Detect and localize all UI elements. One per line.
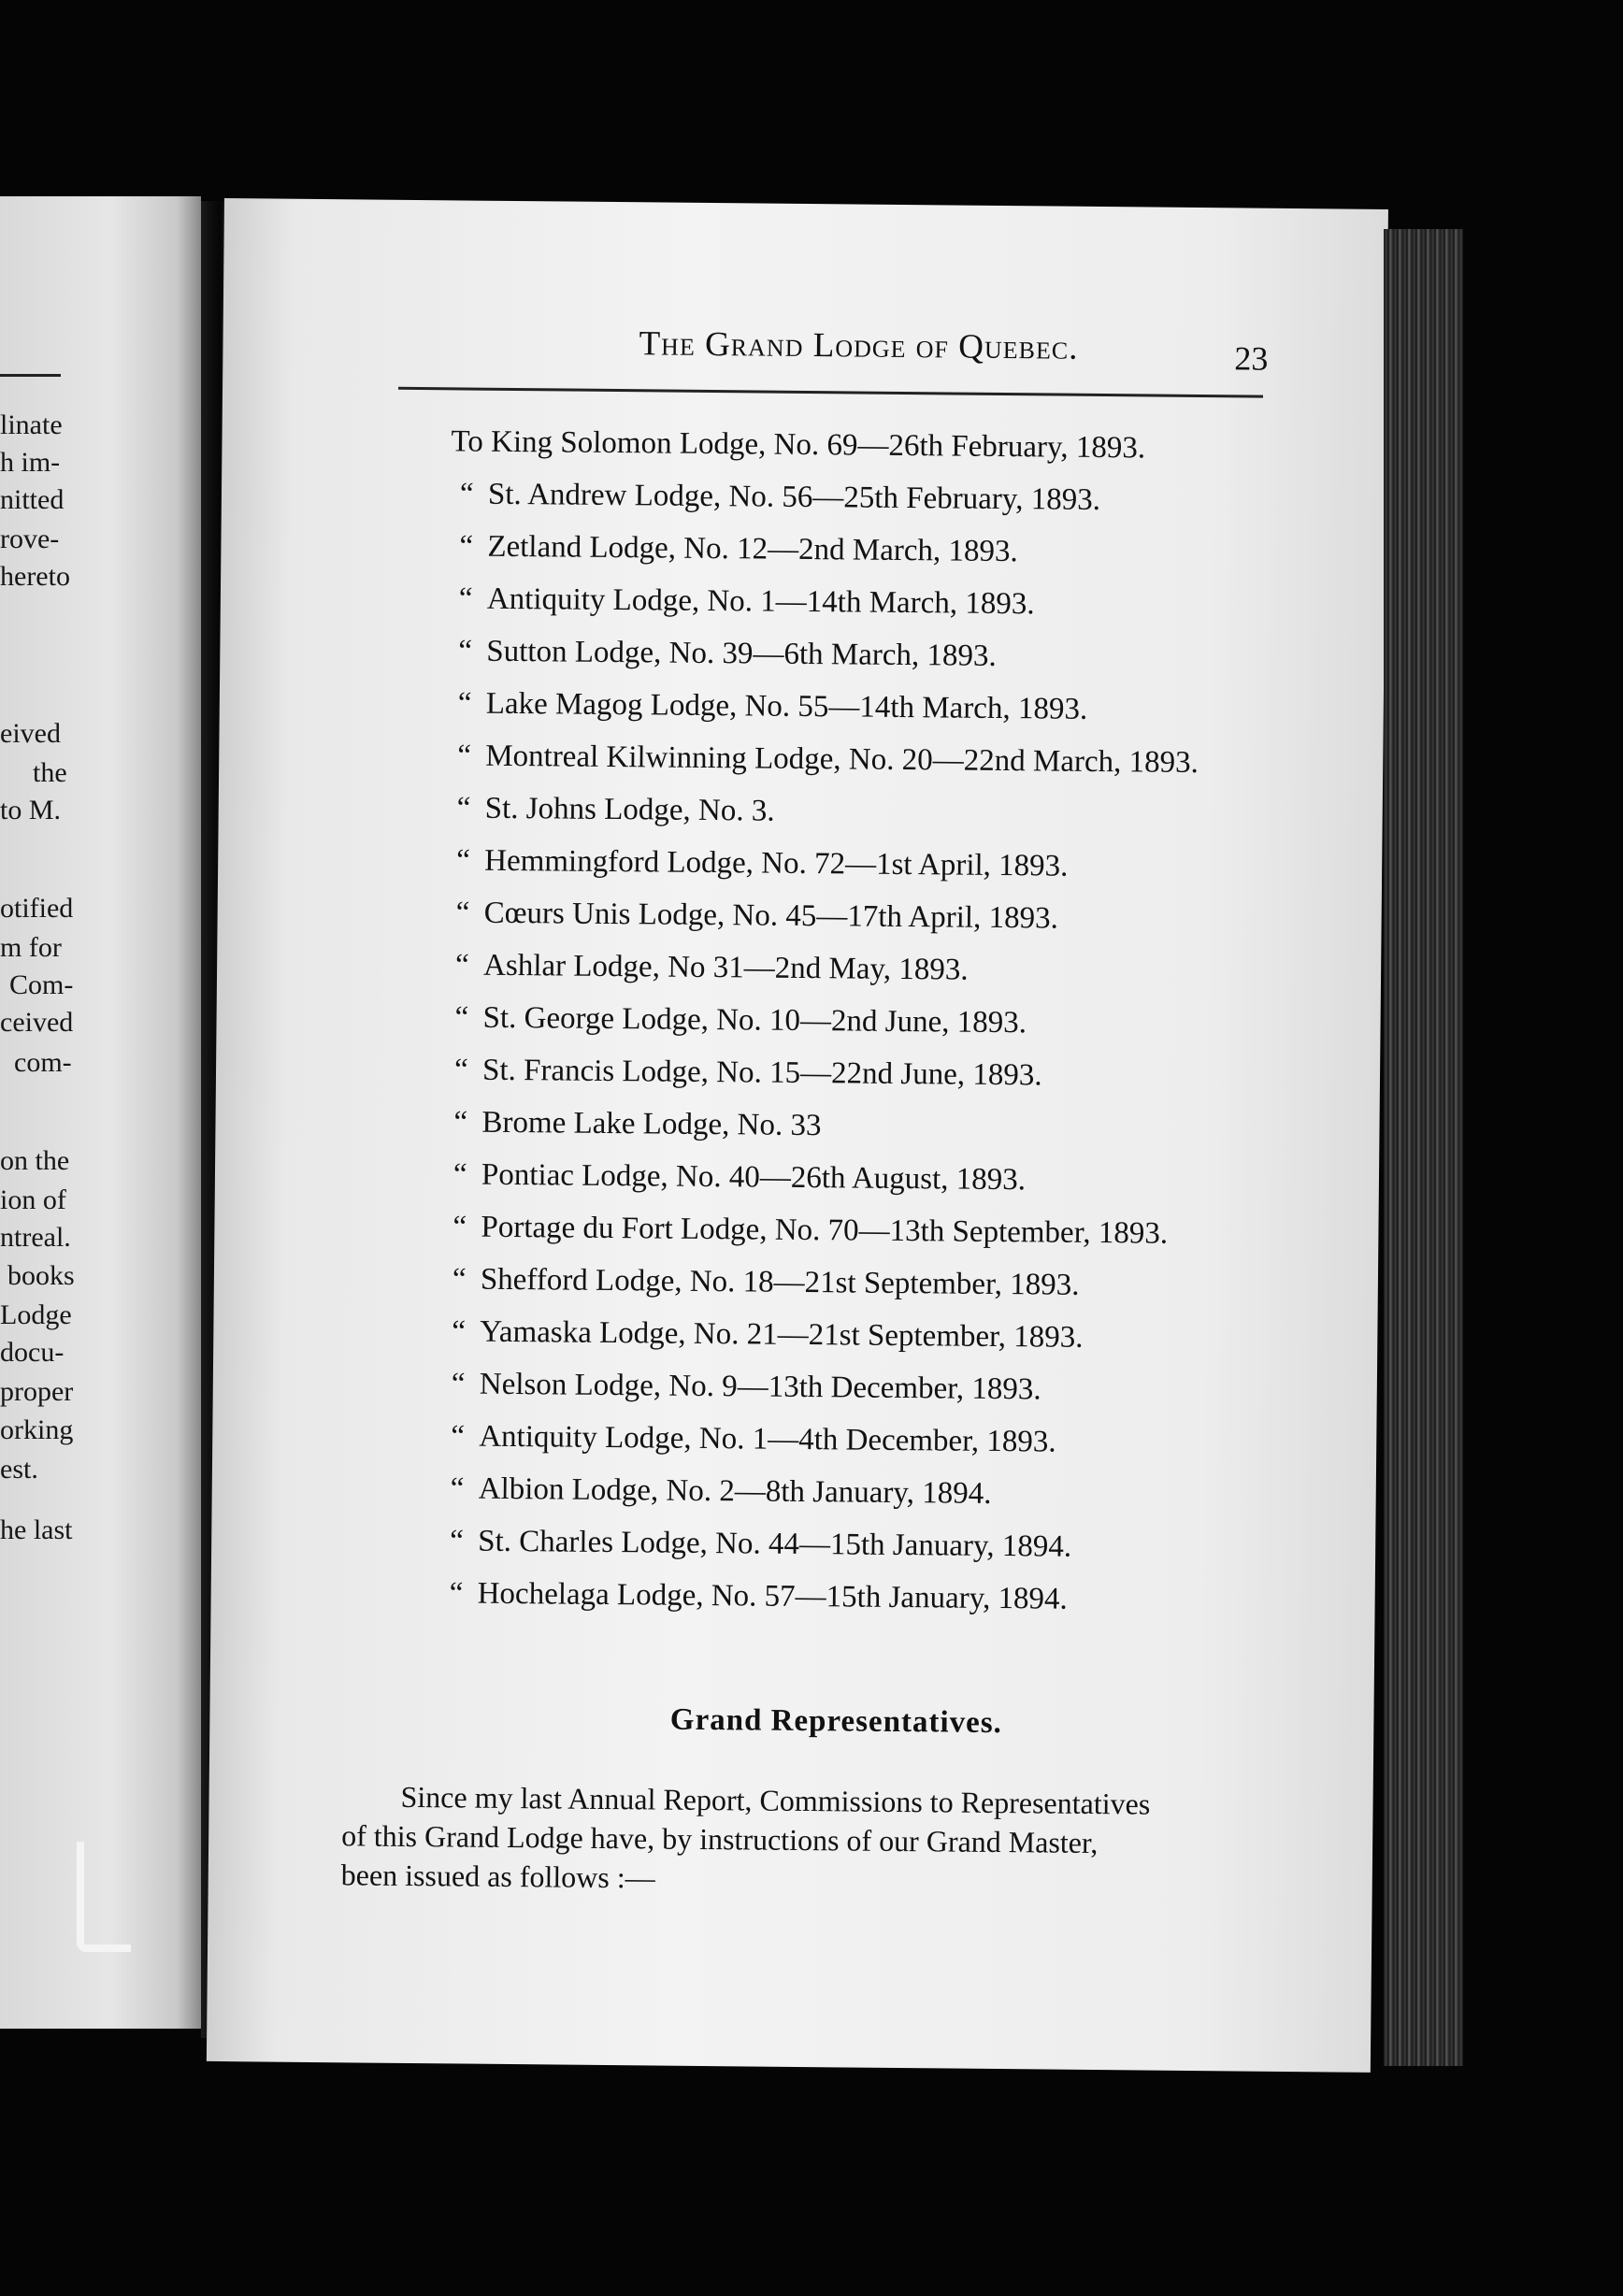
left-fragment: h im-	[0, 447, 61, 478]
left-fragment: ceived	[0, 1007, 74, 1038]
left-fragment: ntreal.	[0, 1222, 71, 1253]
list-item: “ St. Francis Lodge, No. 15—22nd June, 1893.	[453, 1053, 1042, 1093]
left-fragment: Com-	[9, 969, 74, 1000]
left-fragment: he last	[0, 1514, 73, 1545]
list-item: To King Solomon Lodge, No. 69—26th February, 1893.	[451, 424, 1146, 466]
running-head: The Grand Lodge of Quebec.	[639, 324, 1079, 367]
ditto-mark: “	[452, 1210, 467, 1244]
ditto-mark: “	[451, 1367, 466, 1401]
ditto-mark: “	[456, 791, 471, 825]
list-item: “ Brome Lake Lodge, No. 33	[453, 1105, 822, 1143]
list-item: “ Hochelaga Lodge, No. 57—15th January, 1894.	[449, 1576, 1068, 1616]
left-fragment: to M.	[0, 795, 62, 825]
list-item: “ Yamaska Lodge, No. 21—21st September, 1893.	[452, 1314, 1084, 1355]
list-item: “ Nelson Lodge, No. 9—13th December, 1893.	[451, 1367, 1041, 1407]
list-item: “ St. Charles Lodge, No. 44—15th January, 1894.	[450, 1524, 1072, 1564]
paragraph-line: been issued as follows :—	[340, 1858, 655, 1895]
paragraph-line: of this Grand Lodge have, by instructions of our Grand Master,	[341, 1818, 1099, 1860]
ditto-mark: “	[459, 477, 474, 511]
ditto-mark: “	[454, 1000, 469, 1035]
left-fragment: linate	[0, 409, 63, 440]
list-item: “ St. Johns Lodge, No. 3.	[456, 791, 775, 828]
left-fragment: m for	[0, 932, 62, 963]
list-item: “ Albion Lodge, No. 2—8th January, 1894.	[450, 1471, 992, 1511]
ditto-mark: “	[458, 634, 473, 668]
list-item: “ Antiquity Lodge, No. 1—4th December, 1893.	[451, 1419, 1056, 1459]
section-heading: Grand Representatives.	[669, 1702, 1003, 1741]
film-frame-mark	[77, 1842, 131, 1952]
list-item: “ Cœurs Unis Lodge, No. 45—17th April, 1893.	[455, 896, 1058, 936]
paragraph-line: Since my last Annual Report, Commissions to Representatives	[400, 1779, 1151, 1821]
left-fragment: com-	[14, 1047, 72, 1078]
left-fragment: orking	[0, 1414, 74, 1445]
ditto-mark: “	[458, 581, 473, 616]
ditto-mark: “	[457, 686, 472, 721]
left-fragment: nitted	[0, 484, 65, 515]
left-fragment: est.	[0, 1454, 38, 1485]
ditto-mark: “	[453, 1105, 468, 1140]
left-fragment: hereto	[0, 561, 70, 592]
ditto-mark: “	[450, 1524, 465, 1558]
page-number: 23	[1234, 339, 1269, 378]
list-item: “ Ashlar Lodge, No 31—2nd May, 1893.	[454, 948, 969, 987]
list-item: “ St. Andrew Lodge, No. 56—25th February, 1893.	[459, 477, 1101, 518]
ditto-mark: “	[454, 948, 469, 983]
ditto-mark: “	[456, 843, 471, 878]
ditto-mark: “	[452, 1314, 467, 1349]
header-rule	[398, 387, 1263, 398]
list-item: “ Lake Magog Lodge, No. 55—14th March, 1893.	[457, 686, 1088, 726]
list-item: “ Hemmingford Lodge, No. 72—1st April, 1893.	[456, 843, 1069, 883]
ditto-mark: “	[450, 1471, 465, 1506]
list-item: “ Portage du Fort Lodge, No. 70—13th September, 1893.	[452, 1210, 1169, 1251]
left-fragment: rove-	[0, 524, 60, 554]
ditto-mark: “	[452, 1262, 467, 1297]
left-fragment: eived	[0, 718, 61, 749]
list-prefix: To	[451, 424, 484, 459]
list-item: “ Antiquity Lodge, No. 1—14th March, 1893.	[458, 581, 1035, 622]
right-page	[207, 198, 1388, 2073]
ditto-mark: “	[449, 1576, 464, 1611]
left-fragment: otified	[0, 893, 74, 924]
left-page	[0, 196, 201, 2029]
list-item: “ St. George Lodge, No. 10—2nd June, 1893.	[454, 1000, 1027, 1040]
ditto-mark: “	[455, 896, 470, 930]
ditto-mark: “	[457, 739, 472, 773]
left-fragment: docu-	[0, 1337, 65, 1368]
left-fragment: ion of	[0, 1184, 66, 1215]
list-item: “ Montreal Kilwinning Lodge, No. 20—22nd March, 1893.	[457, 739, 1199, 781]
left-page-rule	[0, 374, 61, 377]
list-item: “ Zetland Lodge, No. 12—2nd March, 1893.	[459, 529, 1018, 569]
page-edges	[1384, 229, 1463, 2066]
list-item: “ Shefford Lodge, No. 18—21st September, 1893.	[452, 1262, 1080, 1302]
ditto-mark: “	[453, 1053, 468, 1087]
ditto-mark: “	[459, 529, 474, 564]
ditto-mark: “	[452, 1157, 467, 1192]
list-item: “ Sutton Lodge, No. 39—6th March, 1893.	[458, 634, 997, 673]
left-fragment: on the	[0, 1145, 70, 1176]
left-fragment: proper	[0, 1376, 74, 1407]
list-item: “ Pontiac Lodge, No. 40—26th August, 1893.	[452, 1157, 1027, 1198]
ditto-mark: “	[451, 1419, 466, 1454]
left-fragment: books	[7, 1260, 75, 1291]
left-fragment: the	[33, 757, 67, 788]
left-fragment: Lodge	[0, 1299, 72, 1330]
